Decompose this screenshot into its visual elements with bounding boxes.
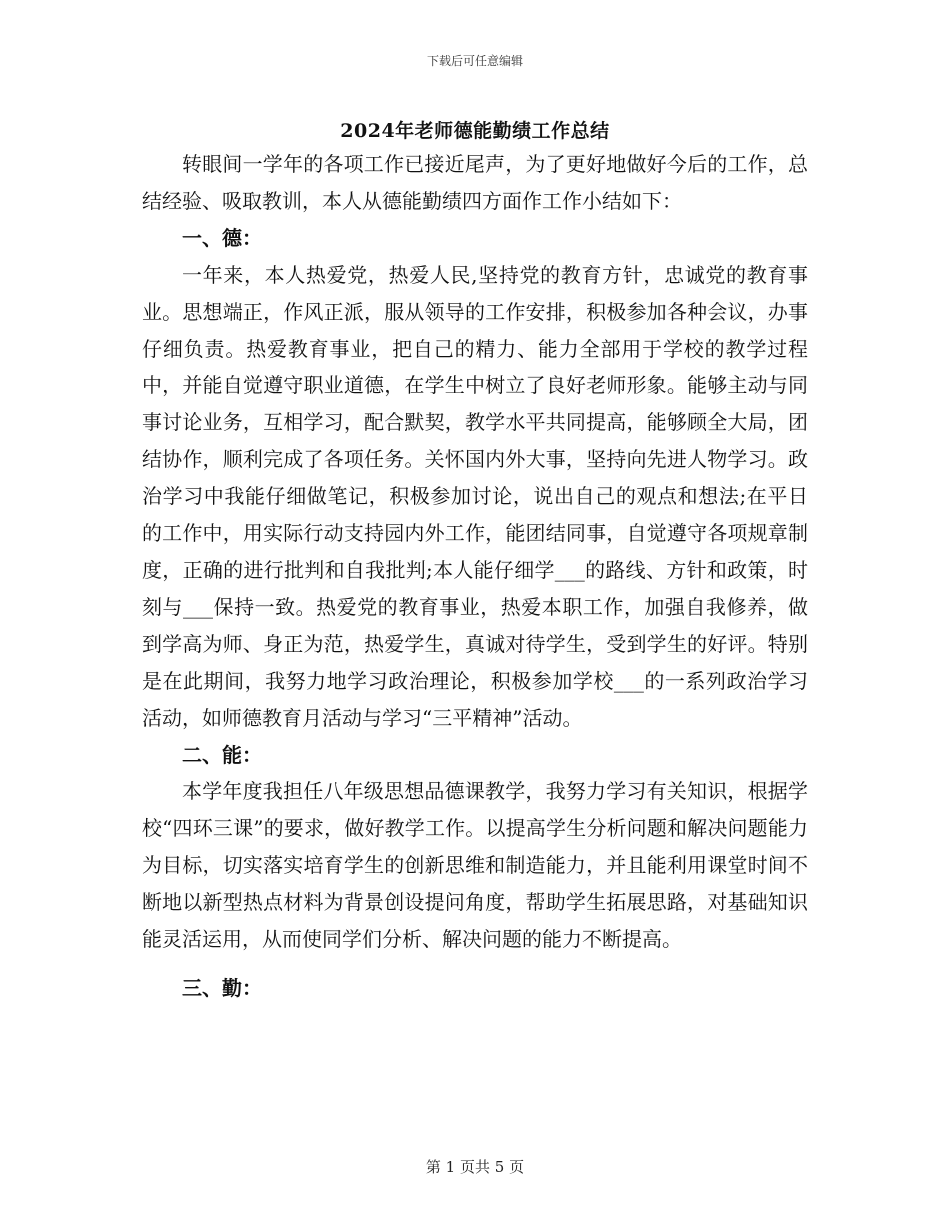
section-heading-de: 一、德： [182, 225, 262, 250]
section-heading-qin: 三、勤： [182, 975, 262, 1000]
section-body-neng: 本学年度我担任八年级思想品德课教学，我努力学习有关知识，根据学校“四环三课”的要求，做好教学工作。以提高学生分析问题和解决问题能力为目标，切实落实培育学生的创新思维和制造能力，并且能利用课堂时间不断地以新型热点材料为背景创设提问角度，帮助学生拓展思路，对基础知识能灵活运用，从而使同学们分析、解决问题的能力不断提高。 [142, 779, 808, 952]
page-footer: 第 1 页共 5 页 [425, 1158, 525, 1176]
section-gap [142, 958, 808, 970]
document-body [142, 146, 808, 1007]
section-body-de: 一年来，本人热爱党，热爱人民,坚持党的教育方针，忠诚党的教育事业。思想端正，作风正派，服从领导的工作安排，积极参加各种会议，办事仔细负责。热爱教育事业，把自己的精力、能力全部用于学校的教学过程中，并能自觉遵守职业道德，在学生中树立了良好老师形象。能够主动与同事讨论业务，互相学习，配合默契，教学水平共同提高，能够顾全大局，团结协作，顺利完成了各项任务。关怀国内外大事，坚持向先进人物学习。政治学习中我能仔细做笔记，积极参加讨论，说出自己的观点和想法;在平日的工作中，用实际行动支持园内外工作，能团结同事，自觉遵守各项规章制度，正确的进行批判和自我批判;本人能仔细学___的路线、方针和政策，时刻与___保持一致。热爱党的教育事业，热爱本职工作，加强自我修养，做到学高为师、身正为范，热爱学生，真诚对待学生，受到学生的好评。特别是在此期间，我努力地学习政治理论，积极参加学校___的一系列政治学习活动，如师德教育月活动与学习“三平精神”活动。 [142, 262, 808, 730]
document-title: 2024年老师德能勤绩工作总结 [340, 120, 610, 142]
section-heading-neng: 二、能： [182, 742, 262, 767]
page-header: 下载后可任意编辑 [426, 54, 523, 68]
intro-paragraph: 转眼间一学年的各项工作已接近尾声，为了更好地做好今后的工作，总结经验、吸取教训，本人从德能勤绩四方面作工作小结如下： [142, 152, 808, 213]
